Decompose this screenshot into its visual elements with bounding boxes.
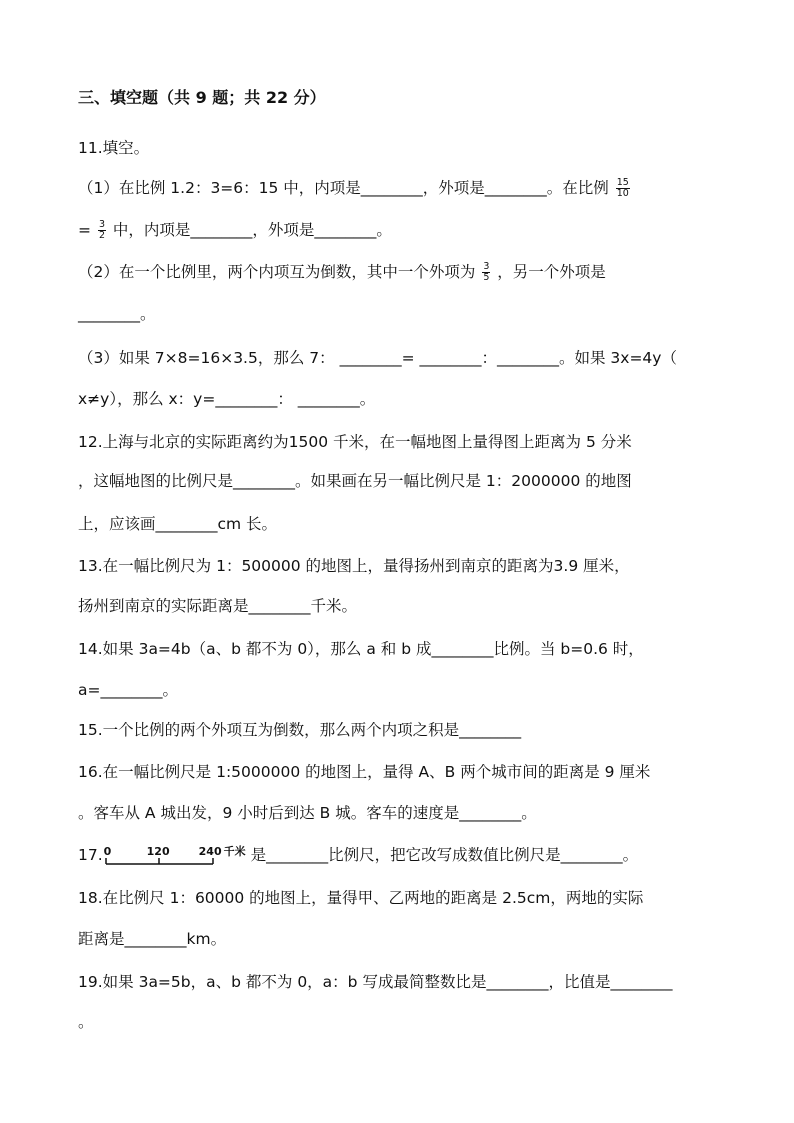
q18-line2: 距离是________km。 — [78, 930, 227, 948]
q13-line1: 13.在一幅比例尺为 1：500000 的地图上，量得扬州到南京的距离为3.9 厘米， — [78, 557, 630, 575]
q17-line — [78, 845, 638, 866]
scale-label-0: 0 — [103, 844, 112, 858]
scale-label-120: 120 — [146, 844, 170, 858]
q11-part3-line1: （3）如果 7×8=16×3.5，那么 7： ________= ________：________。如果 3x=4y（ — [78, 349, 677, 367]
fraction-3-2 — [98, 220, 106, 241]
q11-part1-line1 — [78, 178, 632, 199]
fraction-numerator: 3 — [98, 219, 105, 230]
fraction-denominator: 2 — [98, 230, 105, 241]
fraction-15-10 — [616, 178, 630, 199]
fraction-numerator: 3 — [483, 261, 490, 272]
scale-label-240: 240 — [198, 844, 222, 858]
line-scale-figure — [103, 846, 251, 866]
fraction-numerator: 15 — [616, 177, 629, 188]
q11-part2-line1 — [78, 262, 606, 283]
q16-line2: 。客车从 A 城出发，9 小时后到达 B 城。客车的速度是________。 — [78, 804, 537, 822]
q16-line1: 16.在一幅比例尺是 1:5000000 的地图上，量得 A、B 两个城市间的距离是 9 厘米 — [78, 763, 651, 781]
q11-part1-line2 — [78, 220, 392, 241]
scale-bar-icon — [103, 846, 251, 866]
q11-part1-equals: = — [78, 221, 91, 239]
scale-unit: 千米 — [223, 844, 246, 858]
q14-line1: 14.如果 3a=4b（a、b 都不为 0），那么 a 和 b 成________比例。当 b=0.6 时， — [78, 640, 644, 658]
q17-suffix: 是________比例尺，把它改写成数值比例尺是________。 — [250, 846, 639, 864]
q17-prefix: 17. — [78, 846, 103, 864]
q19-line2: 。 — [78, 1013, 94, 1031]
q11-part1-text-a: （1）在比例 1.2：3=6：15 中，内项是________，外项是________。在比例 — [78, 179, 609, 197]
q13-line2: 扬州到南京的实际距离是________千米。 — [78, 597, 358, 615]
q12-line3: 上，应该画________cm 长。 — [78, 515, 278, 533]
q11-part2-text-b: ，另一个外项是 — [497, 263, 606, 281]
q11-part2-text-a: （2）在一个比例里，两个内项互为倒数，其中一个外项为 — [78, 263, 476, 281]
q11-part3-line2: x≠y），那么 x：y=________： ________。 — [78, 390, 376, 408]
fraction-denominator: 5 — [483, 272, 490, 283]
q11-title: 11.填空。 — [78, 139, 150, 157]
q18-line1: 18.在比例尺 1：60000 的地图上，量得甲、乙两地的距离是 2.5cm，两地的实际 — [78, 889, 644, 907]
fraction-denominator: 10 — [616, 188, 629, 199]
q11-part2-line2: ________。 — [78, 305, 156, 323]
q12-line1: 12.上海与北京的实际距离约为1500 千米，在一幅地图上量得图上距离为 5 分米 — [78, 433, 632, 451]
q19-line1: 19.如果 3a=5b，a、b 都不为 0，a：b 写成最简整数比是________，比值是________ — [78, 973, 673, 991]
q12-line2: ，这幅地图的比例尺是________。如果画在另一幅比例尺是 1：2000000 的地图 — [78, 472, 632, 490]
q11-part1-text-b: 中，内项是________，外项是________。 — [112, 221, 392, 239]
q14-line2: a=________。 — [78, 681, 178, 699]
section-heading: 三、填空题（共 9 题；共 22 分） — [78, 88, 326, 107]
fraction-3-5 — [482, 262, 490, 283]
q15-line1: 15.一个比例的两个外项互为倒数，那么两个内项之积是________ — [78, 721, 522, 739]
